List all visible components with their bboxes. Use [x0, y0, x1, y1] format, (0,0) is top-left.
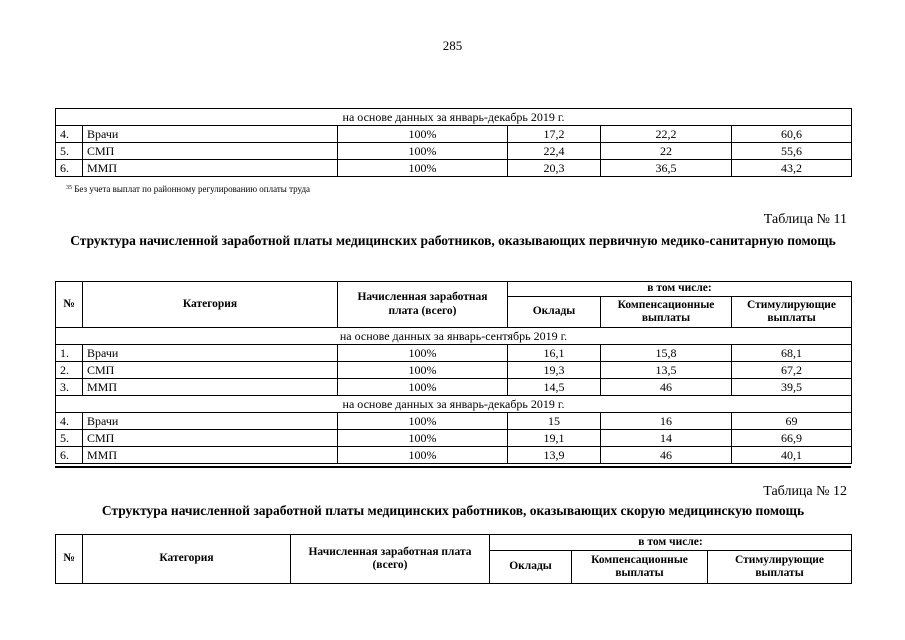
table-11-label: Таблица № 11 — [763, 212, 847, 227]
total-cell: 100% — [338, 447, 508, 464]
header-number: № — [56, 282, 83, 328]
row-number: 5. — [56, 143, 83, 160]
salary-cell: 22,4 — [508, 143, 601, 160]
page-number: 285 — [442, 38, 463, 53]
salary-cell: 19,1 — [508, 430, 601, 447]
salary-cell: 17,2 — [508, 126, 601, 143]
row-number: 6. — [56, 447, 83, 464]
category-cell: СМП — [83, 362, 338, 379]
salary-cell: 14,5 — [508, 379, 601, 396]
section-label: на основе данных за январь-декабрь 2019 г. — [56, 396, 852, 413]
salary-cell: 15 — [508, 413, 601, 430]
row-number: 6. — [56, 160, 83, 177]
salary-cell: 19,3 — [508, 362, 601, 379]
table-row — [56, 379, 852, 396]
header-salary: Оклады — [508, 297, 601, 328]
incentive-cell: 40,1 — [732, 447, 852, 464]
salary-cell: 20,3 — [508, 160, 601, 177]
row-number: 5. — [56, 430, 83, 447]
total-cell: 100% — [338, 345, 508, 362]
header-category: Категория — [83, 282, 338, 328]
table-12-title: Структура начисленной заработной платы медицинских работников, оказывающих скорую медицинскую помощь — [101, 503, 805, 518]
table-row — [56, 413, 852, 430]
row-number: 2. — [56, 362, 83, 379]
incentive-cell: 68,1 — [732, 345, 852, 362]
category-cell: ММП — [83, 160, 338, 177]
header-compensation: Компенсационные выплаты — [601, 297, 732, 328]
section-label: на основе данных за январь-декабрь 2019 г. — [56, 109, 852, 126]
incentive-cell: 55,6 — [732, 143, 852, 160]
category-cell: СМП — [83, 143, 338, 160]
incentive-cell: 43,2 — [732, 160, 852, 177]
total-cell: 100% — [338, 143, 508, 160]
compensation-cell: 14 — [601, 430, 732, 447]
category-cell: Врачи — [83, 126, 338, 143]
footnote-mark: 35 — [66, 185, 72, 191]
row-number: 4. — [56, 126, 83, 143]
header-total: Начисленная заработная плата (всего) — [338, 282, 508, 328]
header-incentive: Стимулирующие выплаты — [708, 551, 852, 584]
compensation-cell: 16 — [601, 413, 732, 430]
compensation-cell: 15,8 — [601, 345, 732, 362]
compensation-cell: 22 — [601, 143, 732, 160]
compensation-cell: 22,2 — [601, 126, 732, 143]
category-cell: Врачи — [83, 413, 338, 430]
table-row — [56, 447, 852, 464]
table-row — [56, 430, 852, 447]
row-number: 4. — [56, 413, 83, 430]
header-including: в том числе: — [490, 535, 852, 551]
incentive-cell: 39,5 — [732, 379, 852, 396]
row-number: 1. — [56, 345, 83, 362]
header-category: Категория — [83, 535, 291, 584]
total-cell: 100% — [338, 379, 508, 396]
compensation-cell: 36,5 — [601, 160, 732, 177]
header-salary: Оклады — [490, 551, 572, 584]
table-row — [56, 126, 852, 143]
table-row — [56, 143, 852, 160]
header-number: № — [56, 535, 83, 584]
table-11-bottom-rule — [55, 466, 851, 468]
category-cell: ММП — [83, 447, 338, 464]
compensation-cell: 46 — [601, 379, 732, 396]
section-label: на основе данных за январь-сентябрь 2019 г. — [56, 328, 852, 345]
category-cell: Врачи — [83, 345, 338, 362]
category-cell: СМП — [83, 430, 338, 447]
table-11 — [55, 281, 852, 464]
table-11-title: Структура начисленной заработной платы медицинских работников, оказывающих первичную медико-санитарную помощь — [70, 233, 836, 248]
incentive-cell: 67,2 — [732, 362, 852, 379]
table-row — [56, 345, 852, 362]
total-cell: 100% — [338, 413, 508, 430]
incentive-cell: 60,6 — [732, 126, 852, 143]
table-12 — [55, 534, 852, 584]
salary-cell: 13,9 — [508, 447, 601, 464]
table-row — [56, 160, 852, 177]
total-cell: 100% — [338, 126, 508, 143]
footnote-text: Без учета выплат по районному регулированию оплаты труда — [74, 184, 311, 194]
table-10-continuation — [55, 108, 852, 177]
table-row — [56, 362, 852, 379]
incentive-cell: 69 — [732, 413, 852, 430]
compensation-cell: 46 — [601, 447, 732, 464]
header-incentive: Стимулирующие выплаты — [732, 297, 852, 328]
header-including: в том числе: — [508, 282, 852, 297]
total-cell: 100% — [338, 362, 508, 379]
category-cell: ММП — [83, 379, 338, 396]
header-compensation: Компенсационные выплаты — [572, 551, 708, 584]
header-total: Начисленная заработная плата (всего) — [291, 535, 490, 584]
footnote — [66, 184, 310, 194]
salary-cell: 16,1 — [508, 345, 601, 362]
total-cell: 100% — [338, 430, 508, 447]
incentive-cell: 66,9 — [732, 430, 852, 447]
table-12-label: Таблица № 12 — [763, 484, 847, 499]
row-number: 3. — [56, 379, 83, 396]
compensation-cell: 13,5 — [601, 362, 732, 379]
total-cell: 100% — [338, 160, 508, 177]
